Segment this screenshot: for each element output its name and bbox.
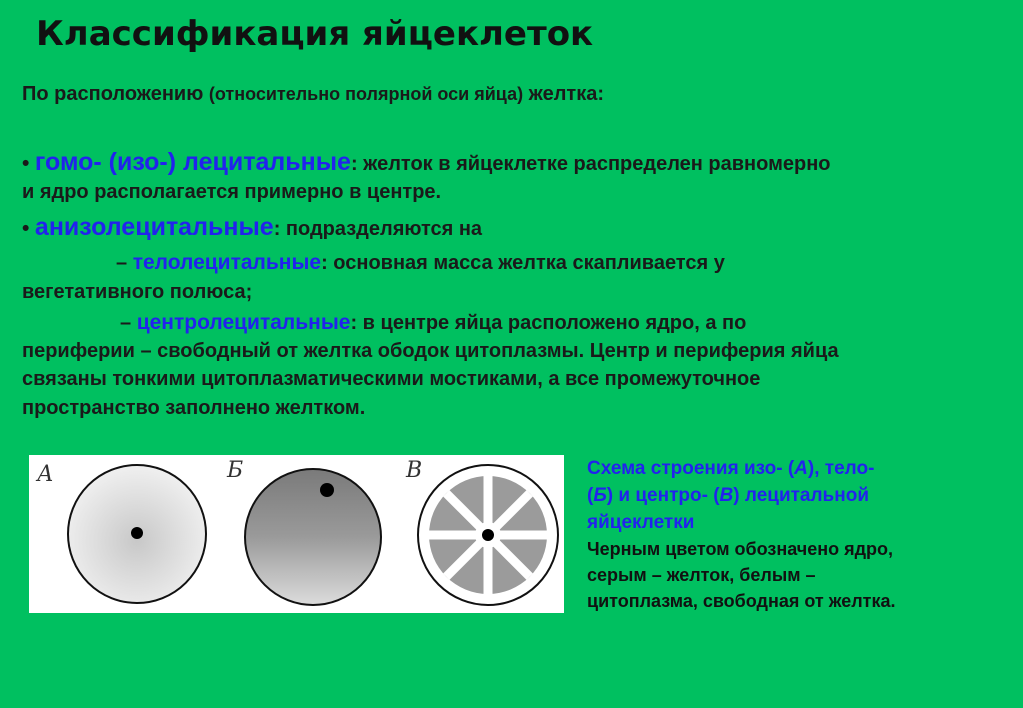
centrolecithal-egg — [418, 465, 558, 605]
legend-line: Черным цветом обозначено ядро, — [587, 539, 894, 559]
egg-diagram — [29, 455, 564, 613]
label-b: Б — [227, 458, 244, 483]
caption-heading — [587, 455, 1007, 536]
telolecithal-egg — [245, 469, 381, 605]
centro-line-4: пространство заполнено желтком. — [22, 397, 366, 419]
intro-line — [22, 83, 604, 106]
nucleus-a — [131, 527, 143, 539]
caption-text: ( — [587, 485, 594, 506]
figure-caption — [587, 455, 1007, 614]
label-c: В — [406, 458, 423, 483]
intro-a: По расположению — [22, 83, 209, 105]
centro-line-2: периферии – свободный от желтка ободок цитоплазмы. Центр и периферия яйца — [22, 340, 839, 362]
caption-letter-c: В — [719, 485, 734, 506]
aniso-term: анизолецитальные — [34, 213, 274, 241]
nucleus-b — [320, 483, 334, 497]
telo-term: телолецитальные — [132, 251, 322, 274]
caption-text: ) и центро- ( — [606, 485, 720, 506]
telo-line — [116, 251, 725, 275]
caption-text: ), тело- — [807, 458, 875, 479]
intro-c: желтка: — [523, 83, 604, 105]
caption-letter-a: А — [794, 458, 808, 479]
nucleus-c — [482, 529, 494, 541]
caption-legend — [587, 536, 1007, 614]
aniso-line — [22, 213, 482, 242]
intro-b: (относительно полярной оси яйца) — [208, 84, 524, 104]
homo-line — [22, 148, 831, 177]
caption-letter-b: Б — [593, 485, 607, 506]
centro-line-3: связаны тонкими цитоплазматическими мостиками, а все промежуточное — [22, 368, 761, 390]
label-a: А — [37, 462, 54, 487]
legend-line: цитоплазма, свободная от желтка. — [587, 591, 896, 611]
centro-term: центролецитальные — [136, 311, 351, 334]
centro-dash: – — [120, 312, 137, 334]
page-title: Классификация яйцеклеток — [36, 14, 594, 54]
telo-desc: : основная масса желтка скапливается у — [321, 252, 725, 274]
homo-desc: : желток в яйцеклетке распределен равномерно — [350, 153, 831, 175]
caption-text: ) лецитальной — [733, 485, 870, 506]
aniso-desc: : подразделяются на — [273, 218, 483, 240]
homo-bullet: • — [22, 152, 30, 175]
centro-desc: : в центре яйца расположено ядро, а по — [350, 312, 747, 334]
aniso-bullet: • — [22, 217, 30, 240]
legend-line: серым – желток, белым – — [587, 565, 816, 585]
caption-text: Схема строения изо- ( — [587, 458, 795, 479]
homo-line-2: и ядро располагается примерно в центре. — [22, 181, 442, 203]
isolecithal-egg — [68, 465, 206, 603]
telo-line-2: вегетативного полюса; — [22, 281, 253, 303]
homo-term: гомо- (изо-) лецитальные — [34, 148, 351, 176]
centro-line — [120, 311, 746, 335]
caption-text: яйцеклетки — [587, 512, 695, 533]
telo-dash: – — [116, 252, 133, 274]
